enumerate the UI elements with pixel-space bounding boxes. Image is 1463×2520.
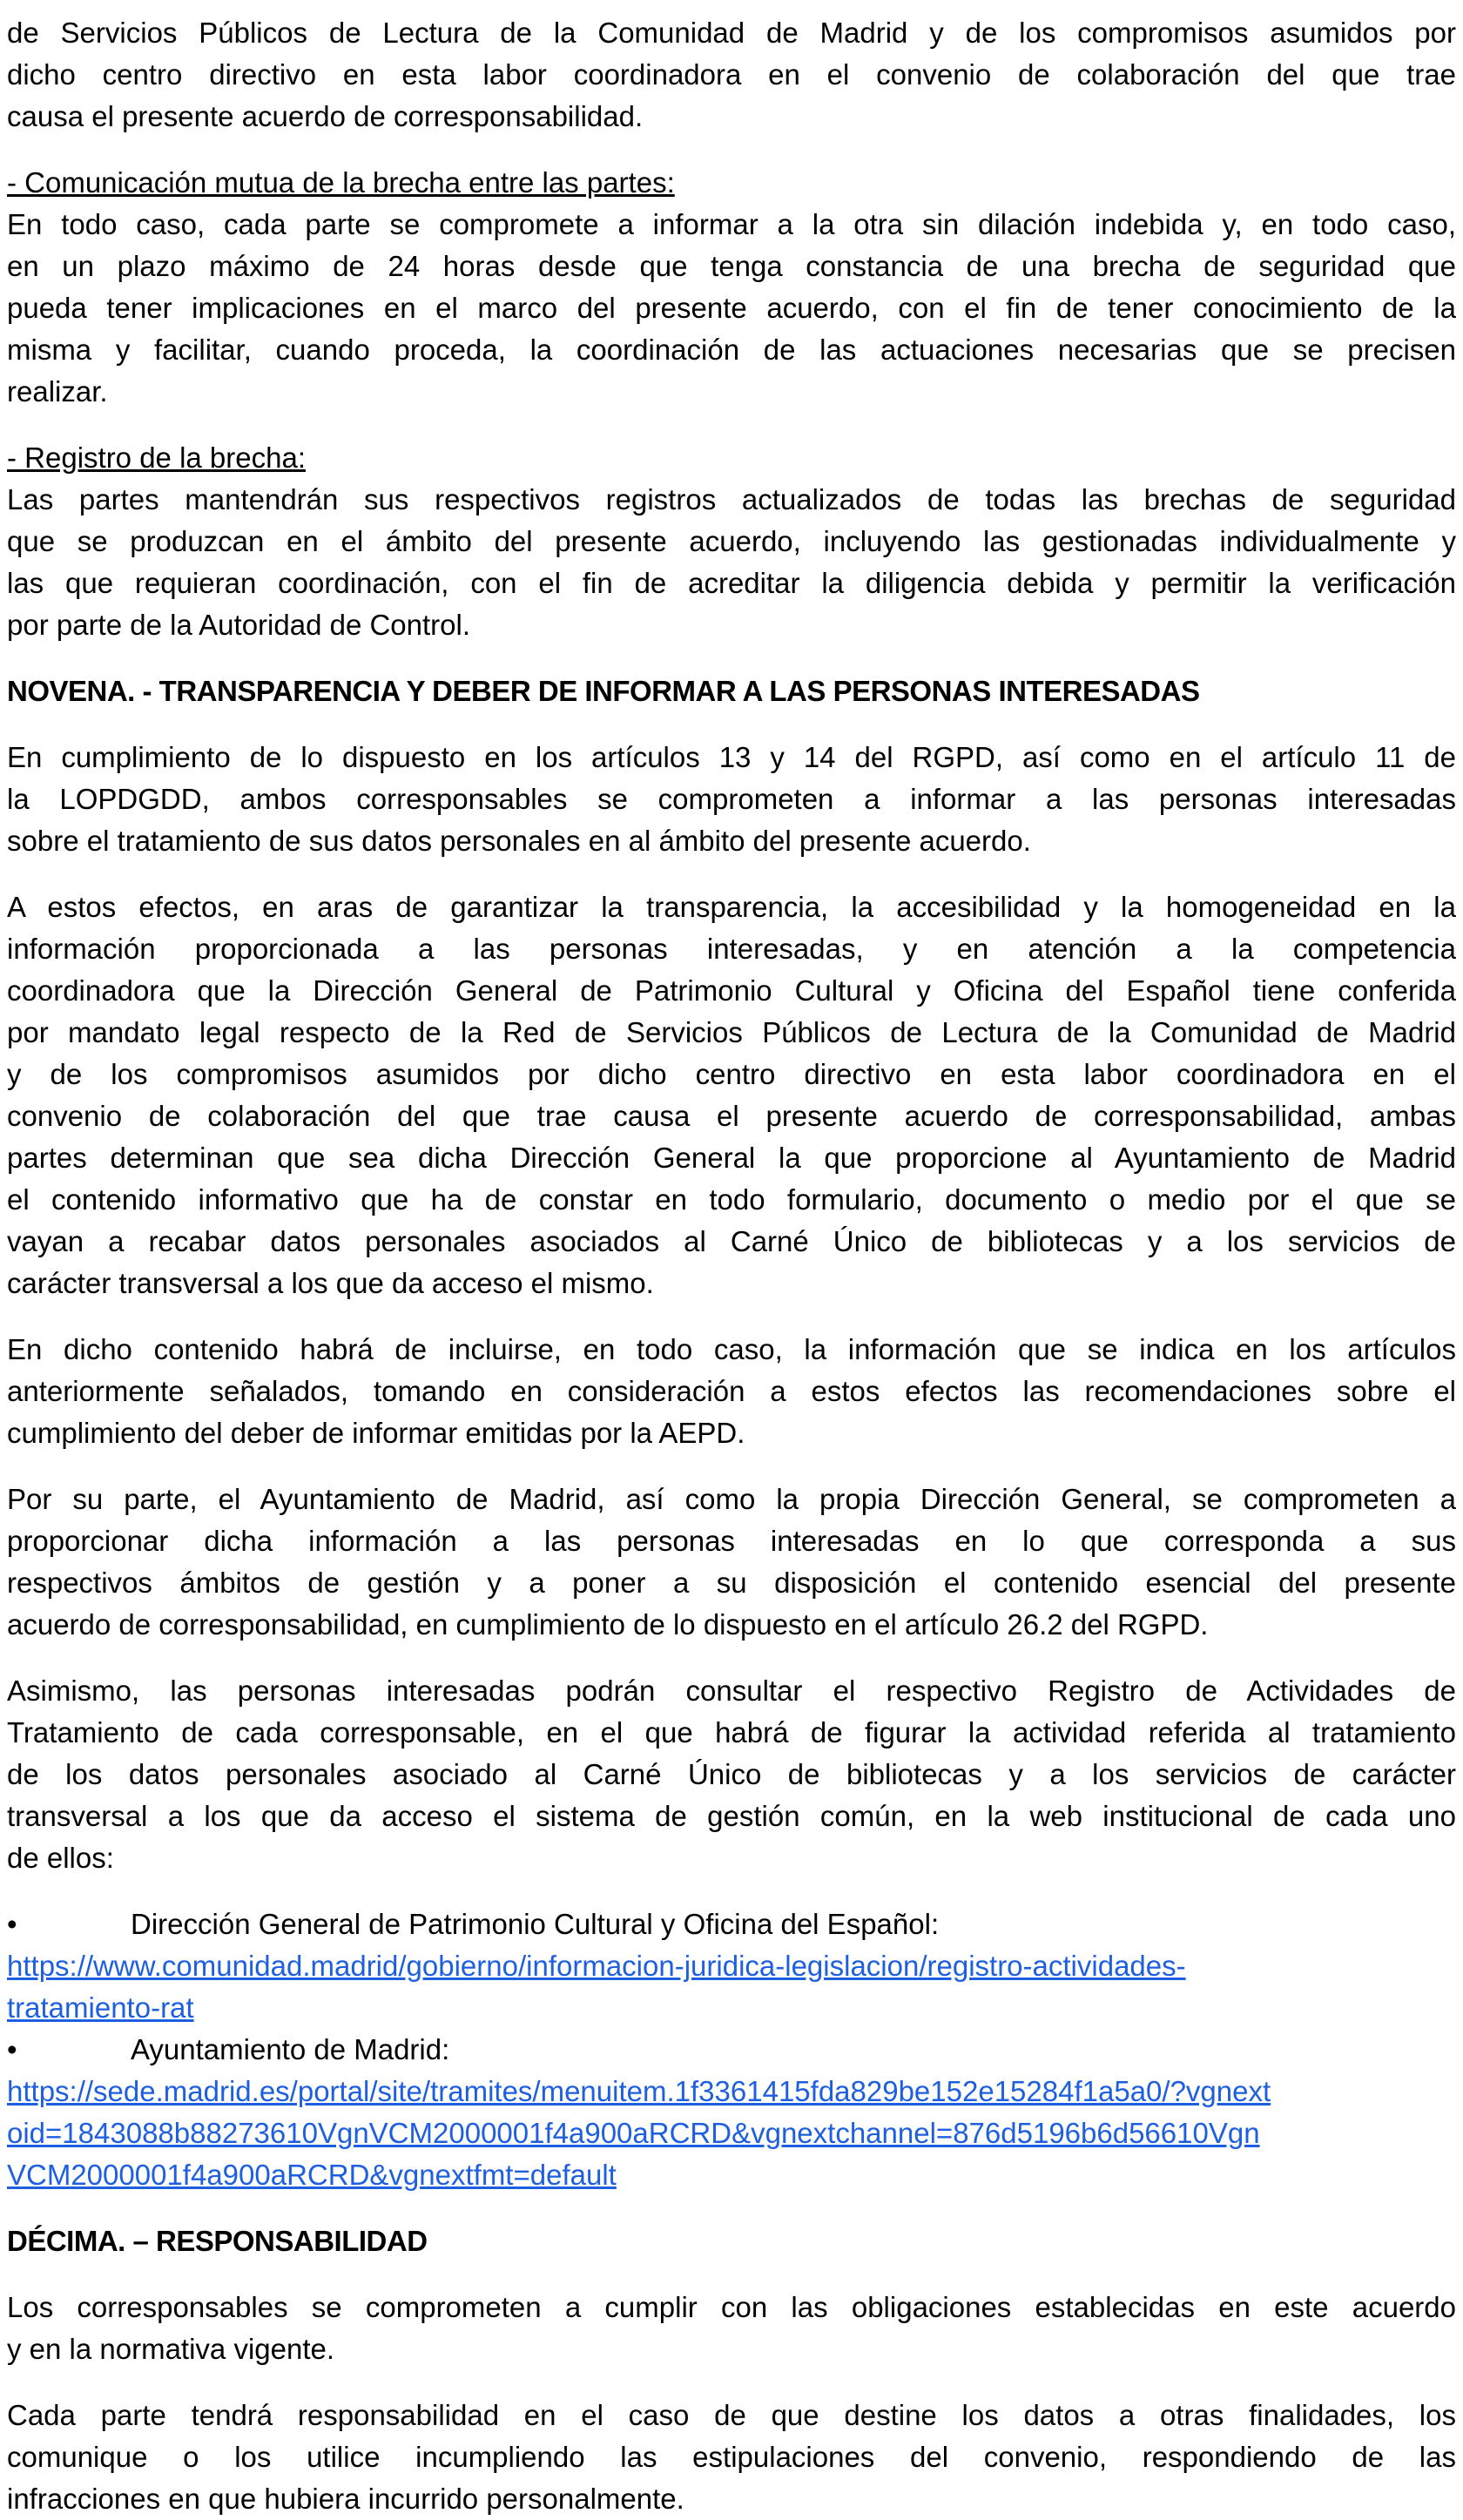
text-line: En cumplimiento de lo dispuesto en los artículos 13 y 14 del RGPD, así como en el artículo 11 de (7, 741, 1456, 773)
paragraph (7, 2287, 1456, 2370)
bullet-icon: • (7, 2033, 17, 2065)
text-line: la LOPDGDD, ambos corresponsables se comprometen a informar a las personas interesadas (7, 783, 1456, 815)
text-line: anteriormente señalados, tomando en consideración a estos efectos las recomendaciones sobre el (7, 1375, 1456, 1407)
text-line: acuerdo de corresponsabilidad, en cumplimiento de lo dispuesto en el artículo 26.2 del RGPD. (7, 1608, 1209, 1641)
hyperlink-block (7, 1945, 1456, 2029)
list-item (7, 2029, 1456, 2071)
paragraph (7, 1670, 1456, 1879)
text-line: Por su parte, el Ayuntamiento de Madrid, así como la propia Dirección General, se comprometen a (7, 1483, 1456, 1515)
paragraph (7, 737, 1456, 862)
text-line: de ellos: (7, 1842, 114, 1874)
paragraph (7, 12, 1456, 138)
paragraph (7, 479, 1456, 646)
list-item-label: Dirección General de Patrimonio Cultural y Oficina del Español: (131, 1908, 940, 1940)
text-line: en un plazo máximo de 24 horas desde que tenga constancia de una brecha de seguridad que (7, 250, 1456, 282)
bullet-icon: • (7, 1908, 17, 1940)
hyperlink[interactable]: VCM2000001f4a900aRCRD&vgnextfmt=default (7, 2159, 617, 2191)
text-line: proporcionar dicha información a las personas interesadas en lo que corresponda a sus (7, 1525, 1456, 1557)
text-line: Asimismo, las personas interesadas podrán consultar el respectivo Registro de Actividades de (7, 1674, 1456, 1707)
text-line: misma y facilitar, cuando proceda, la coordinación de las actuaciones necesarias que se precisen (7, 334, 1456, 366)
text-line: partes determinan que sea dicha Dirección General la que proporcione al Ayuntamiento de Madrid (7, 1142, 1456, 1174)
text-line: coordinadora que la Dirección General de Patrimonio Cultural y Oficina del Español tiene conferida (7, 974, 1456, 1007)
list-item (7, 1903, 1456, 1945)
text-line: carácter transversal a los que da acceso el mismo. (7, 1267, 654, 1299)
paragraph (7, 204, 1456, 413)
paragraph (7, 2395, 1456, 2520)
text-line: sobre el tratamiento de sus datos personales en al ámbito del presente acuerdo. (7, 825, 1031, 857)
text-line: infracciones en que hubiera incurrido personalmente. (7, 2483, 684, 2515)
text-line: A estos efectos, en aras de garantizar la transparencia, la accesibilidad y la homogeneidad en la (7, 891, 1456, 923)
hyperlink[interactable]: https://sede.madrid.es/portal/site/tramites/menuitem.1f3361415fda829be152e15284f1a5a0/?vgnext (7, 2075, 1271, 2107)
text-line: información proporcionada a las personas interesadas, y en atención a la competencia (7, 933, 1456, 965)
text-line: y de los compromisos asumidos por dicho centro directivo en esta labor coordinadora en el (7, 1058, 1456, 1090)
hyperlink[interactable]: tratamiento-rat (7, 1991, 194, 2024)
paragraph (7, 1479, 1456, 1646)
text-line: respectivos ámbitos de gestión y a poner a su disposición el contenido esencial del presente (7, 1567, 1456, 1599)
hyperlink[interactable]: oid=1843088b88273610VgnVCM2000001f4a900aRCRD&vgnextchannel=876d5196b6d56610Vgn (7, 2117, 1260, 2149)
hyperlink[interactable]: https://www.comunidad.madrid/gobierno/informacion-juridica-legislacion/registro-actividades- (7, 1950, 1186, 1982)
text-line: de Servicios Públicos de Lectura de la Comunidad de Madrid y de los compromisos asumidos por (7, 17, 1456, 49)
text-line: convenio de colaboración del que trae causa el presente acuerdo de corresponsabilidad, ambas (7, 1100, 1456, 1132)
text-line: por parte de la Autoridad de Control. (7, 609, 471, 641)
text-line: transversal a los que da acceso el sistema de gestión común, en la web institucional de cada uno (7, 1800, 1456, 1832)
text-line: y en la normativa vigente. (7, 2333, 335, 2365)
paragraph (7, 1329, 1456, 1454)
paragraph (7, 886, 1456, 1304)
text-line: dicho centro directivo en esta labor coordinadora en el convenio de colaboración del que trae (7, 58, 1456, 91)
text-line: Tratamiento de cada corresponsable, en el que habrá de figurar la actividad referida al tratamiento (7, 1716, 1456, 1749)
text-line: Las partes mantendrán sus respectivos registros actualizados de todas las brechas de seguridad (7, 483, 1456, 515)
text-line: En todo caso, cada parte se compromete a informar a la otra sin dilación indebida y, en todo caso, (7, 208, 1456, 240)
text-line: por mandato legal respecto de la Red de Servicios Públicos de Lectura de la Comunidad de Madrid (7, 1016, 1456, 1048)
text-line: Cada parte tendrá responsabilidad en el caso de que destine los datos a otras finalidades, los (7, 2399, 1456, 2431)
text-line: comunique o los utilice incumpliendo las estipulaciones del convenio, respondiendo de las (7, 2441, 1456, 2473)
text-line: vayan a recabar datos personales asociados al Carné Único de bibliotecas y a los servicios de (7, 1225, 1456, 1257)
text-line: Los corresponsables se comprometen a cumplir con las obligaciones establecidas en este acuerdo (7, 2291, 1456, 2323)
text-line: de los datos personales asociado al Carné Único de bibliotecas y a los servicios de carácter (7, 1758, 1456, 1790)
text-line: causa el presente acuerdo de corresponsabilidad. (7, 100, 644, 132)
text-line: el contenido informativo que ha de constar en todo formulario, documento o medio por el que se (7, 1183, 1456, 1216)
text-line: realizar. (7, 375, 108, 408)
text-line: que se produzcan en el ámbito del presente acuerdo, incluyendo las gestionadas individualmente y (7, 525, 1456, 557)
section-heading: DÉCIMA. – RESPONSABILIDAD (7, 2225, 428, 2257)
text-line: cumplimiento del deber de informar emitidas por la AEPD. (7, 1417, 745, 1449)
text-line: las que requieran coordinación, con el fin de acreditar la diligencia debida y permitir la verificación (7, 567, 1456, 599)
hyperlink-block (7, 2071, 1456, 2196)
list-item-label: Ayuntamiento de Madrid: (131, 2033, 450, 2065)
section-subheading-underlined: - Comunicación mutua de la brecha entre las partes: (7, 166, 675, 199)
section-heading: NOVENA. - TRANSPARENCIA Y DEBER DE INFORMAR A LAS PERSONAS INTERESADAS (7, 675, 1200, 707)
section-subheading-underlined: - Registro de la brecha: (7, 441, 307, 474)
text-line: En dicho contenido habrá de incluirse, en todo caso, la información que se indica en los artículos (7, 1333, 1456, 1365)
text-line: pueda tener implicaciones en el marco del presente acuerdo, con el fin de tener conocimiento de la (7, 292, 1456, 324)
